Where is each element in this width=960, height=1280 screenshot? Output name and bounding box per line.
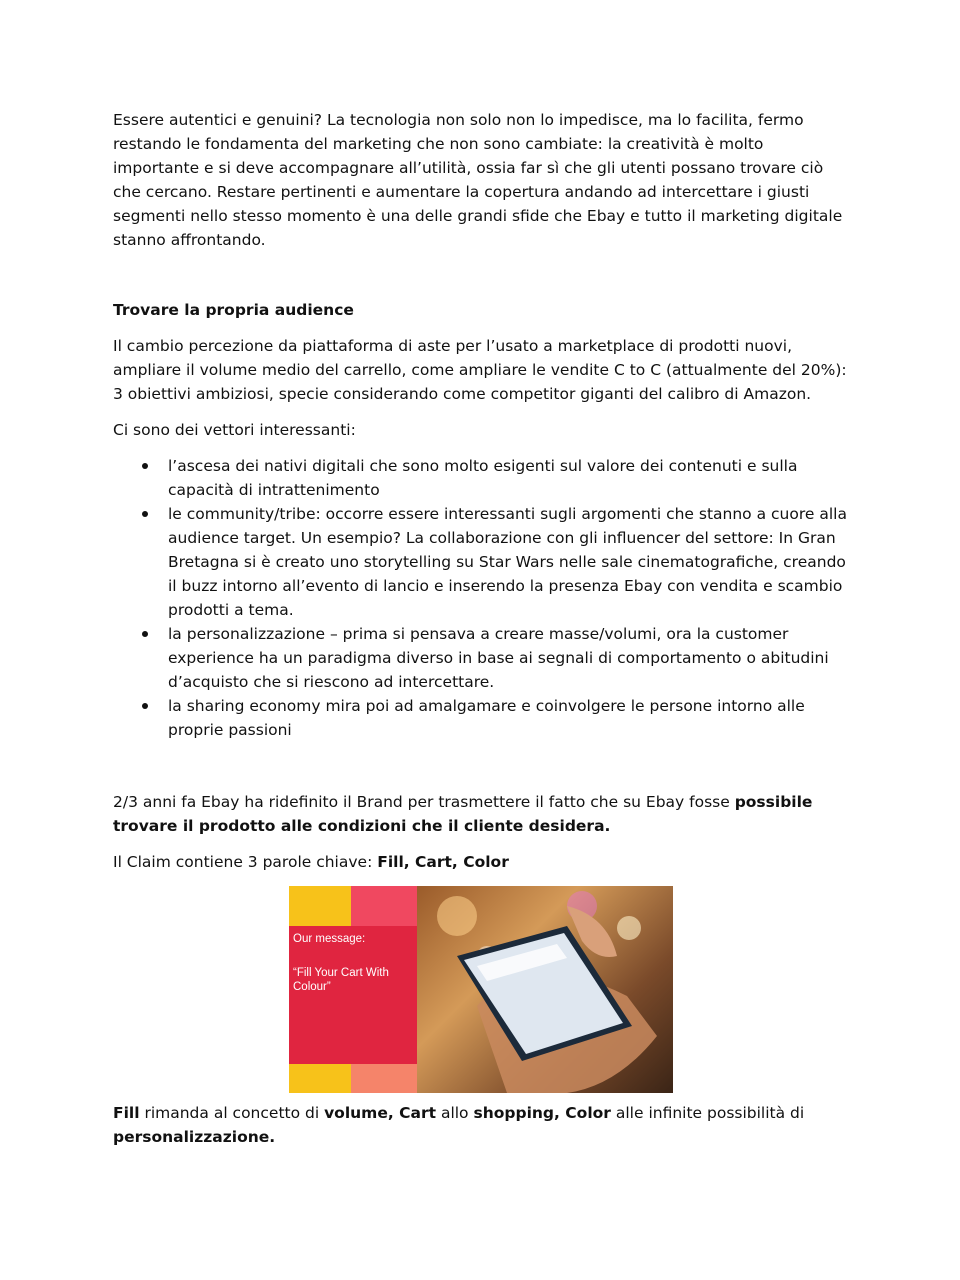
vectors-intro: Ci sono dei vettori interessanti: — [113, 421, 356, 439]
final-text: alle infinite possibilità di — [610, 1104, 805, 1122]
list-item: la sharing economy mira poi ad amalgamare e coinvolgere le persone intorno alle proprie passioni — [168, 694, 848, 742]
claim-keywords: Fill, Cart, Color — [377, 853, 509, 871]
list-item: l’ascesa dei nativi digitali che sono molto esigenti sul valore dei contenuti e sulla capacità di intrattenimento — [168, 454, 848, 502]
smartphone-photo — [417, 886, 673, 1093]
campaign-image — [289, 886, 673, 1093]
message-text — [293, 932, 413, 994]
color-block — [289, 886, 351, 926]
list-item: la personalizzazione – prima si pensava a creare masse/volumi, ora la customer experience ha un paradigma diverso in base ai segnali di comportamento o abitudini d’acquisto che si riescono ad intercettare. — [168, 622, 848, 694]
color-block — [351, 1064, 417, 1093]
list-item: le community/tribe: occorre essere interessanti sugli argomenti che stanno a cuore alla audience target. Un esempio? La collaborazione con gli influencer del settore: In Gran Bretagna si è creato uno storytelling su Star Wars nelle sale cinematografiche, creando il buzz intorno all’evento di lancio e inserendo la presenza Ebay con vendita e scambio prodotti a tema. — [168, 502, 848, 622]
color-block — [351, 886, 417, 926]
brand-paragraph — [113, 790, 848, 838]
claim-line — [113, 850, 848, 874]
keyword-volume-cart: volume, Cart — [324, 1104, 437, 1122]
vectors-list — [113, 454, 848, 742]
phone-in-hand — [417, 886, 673, 1093]
message-panel — [289, 886, 417, 1093]
document-body — [113, 108, 848, 1149]
brand-bold: possibile trovare il prodotto alle condizioni che il cliente desidera. — [113, 793, 813, 835]
claim-text: Il Claim contiene 3 parole chiave: — [113, 853, 378, 871]
message-quote: “Fill Your Cart With Colour” — [293, 967, 389, 993]
final-text: rimanda al concetto di — [139, 1104, 325, 1122]
section-heading: Trovare la propria audience — [113, 301, 354, 319]
keyword-personalizzazione: personalizzazione. — [113, 1128, 276, 1146]
keyword-fill: Fill — [113, 1104, 140, 1122]
final-paragraph — [113, 1101, 848, 1149]
brand-text: 2/3 anni fa Ebay ha ridefinito il Brand per trasmettere il fatto che su Ebay fosse — [113, 793, 735, 811]
final-text: allo — [436, 1104, 474, 1122]
intro-paragraph: Essere autentici e genuini? La tecnologia non solo non lo impedisce, ma lo facilita, fermo restando le fondamenta del marketing che non sono cambiate: la creatività è molto importante e si deve accompagnare all’utilità, ossia far sì che gli utenti possano trovare ciò che cercano. Restare pertinenti e aumentare la copertura andando ad intercettare i giusti segmenti nello stesso momento è una delle grandi sfide che Ebay e tutto il marketing digitale stanno affrontando. — [113, 111, 843, 249]
keyword-shopping-color: shopping, Color — [473, 1104, 611, 1122]
section-paragraph: Il cambio percezione da piattaforma di aste per l’usato a marketplace di prodotti nuovi, ampliare il volume medio del carrello, come ampliare le vendite C to C (attualmente del 20%): 3 obiettivi ambiziosi, specie considerando come competitor giganti del calibro di Amazon. — [113, 337, 847, 403]
message-label: Our message: — [293, 933, 366, 945]
color-block — [289, 1064, 351, 1093]
